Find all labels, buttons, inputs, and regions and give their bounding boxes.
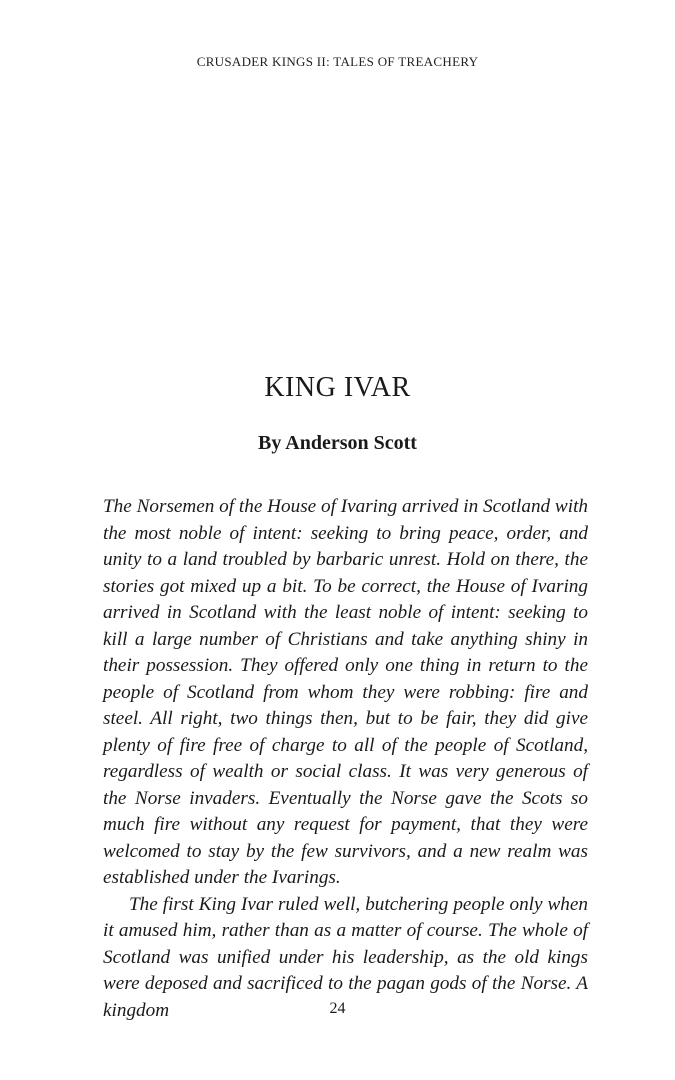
byline: By Anderson Scott <box>258 432 417 454</box>
chapter-title: KING IVAR <box>264 372 411 403</box>
paragraph: The Norsemen of the House of Ivaring arrived in Scotland with the most noble of intent: seeking to bring peace, order, and unity to a land troubled by barbaric unrest. Hold on there, the stories got mixed up a bit. To be correct, the House of Ivaring arrived in Scotland with the least noble of intent: seeking to kill a large number of Christians and take anything shiny in their possession. They offered only one thing in return to the people of Scotland from whom they were robbing: fire and steel. All right, two things then, but to be fair, they did give plenty of fire free of charge to all of the people of Scotland, regardless of wealth or social class. It was very generous of the Norse invaders. Eventually the Norse gave the Scots so much fire without any request for payment, that they were welcomed to stay by the few survivors, and a new realm was established under the Ivarings. <box>103 496 588 888</box>
page-number: 24 <box>329 1000 346 1017</box>
running-header: CRUSADER KINGS II: TALES OF TREACHERY <box>196 54 479 69</box>
body-text <box>103 494 588 1024</box>
paragraph: The first King Ivar ruled well, butchering people only when it amused him, rather than as a matter of course. The whole of Scotland was unified under his leadership, as the old kings were deposed and sacrificed to the pagan gods of the Norse. A kingdom <box>103 893 588 1021</box>
